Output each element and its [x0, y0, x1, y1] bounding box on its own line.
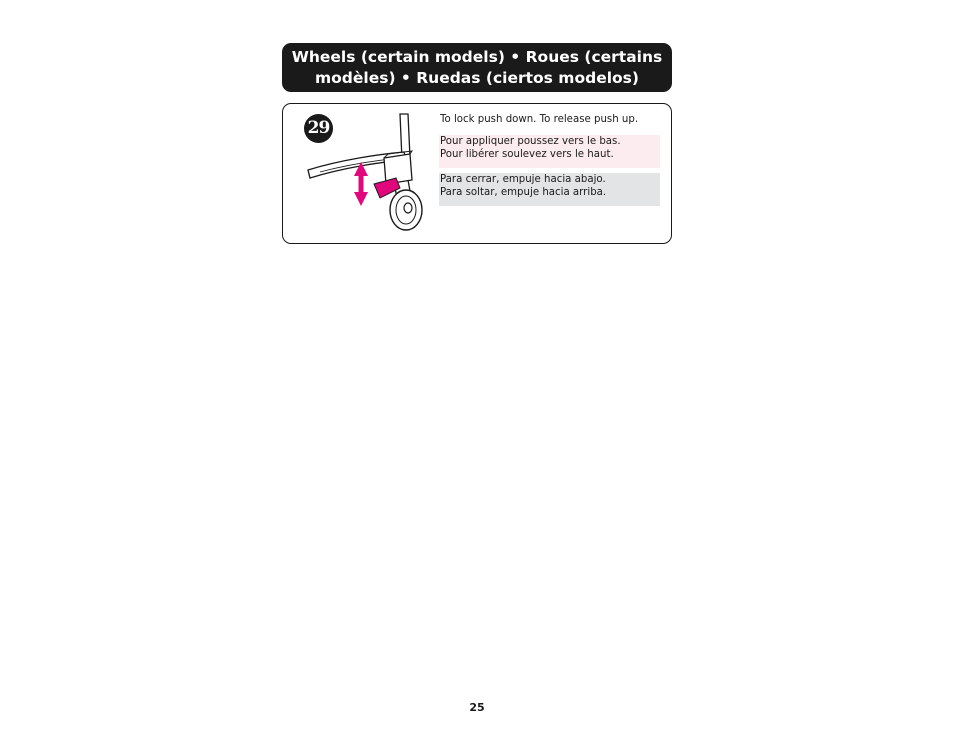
section-header — [282, 43, 672, 92]
section-title: Wheels (certain models) • Roues (certains modèles) • Ruedas (ciertos modelos) — [291, 47, 663, 87]
instruction-spanish-line-2: Para soltar, empuje hacia arriba. — [440, 187, 607, 198]
instruction-french-line-2: Pour libérer soulevez vers le haut. — [440, 149, 614, 160]
page-number: 25 — [469, 701, 485, 714]
instruction-spanish — [439, 173, 660, 206]
instruction-spanish-line-1: Para cerrar, empuje hacia abajo. — [440, 174, 606, 185]
instruction-english — [439, 113, 660, 126]
step-number-badge: 29 — [304, 114, 333, 143]
instruction-french-line-1: Pour appliquer poussez vers le bas. — [440, 136, 621, 147]
instruction-english-text: To lock push down. To release push up. — [440, 114, 639, 125]
instruction-french — [439, 135, 660, 168]
